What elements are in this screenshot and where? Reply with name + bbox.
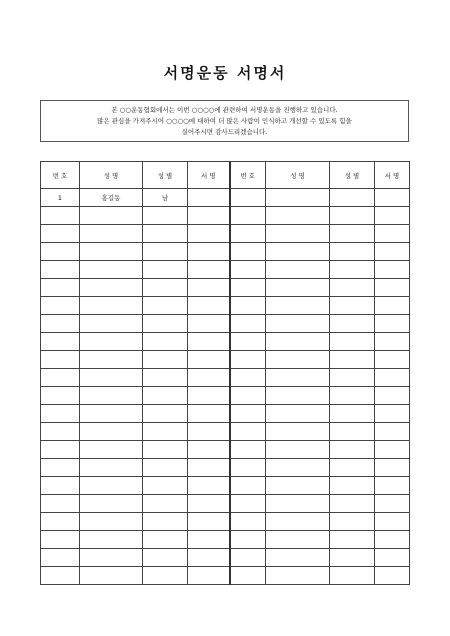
table-row xyxy=(41,495,410,513)
name-cell xyxy=(266,279,330,297)
name-cell xyxy=(266,261,330,279)
notice-box xyxy=(40,100,409,142)
name-cell xyxy=(266,531,330,549)
gender-cell xyxy=(330,477,375,495)
signature-cell[interactable] xyxy=(375,279,410,297)
signature-cell[interactable] xyxy=(375,531,410,549)
name-cell xyxy=(80,225,143,243)
number-cell xyxy=(230,387,266,405)
number-cell xyxy=(41,297,80,315)
gender-cell xyxy=(143,333,188,351)
signature-cell[interactable] xyxy=(375,567,410,585)
signature-cell[interactable] xyxy=(375,243,410,261)
gender-cell xyxy=(330,207,375,225)
gender-cell xyxy=(143,405,188,423)
number-cell xyxy=(230,261,266,279)
number-cell xyxy=(230,315,266,333)
name-cell xyxy=(266,225,330,243)
col-name-header: 성 명 xyxy=(80,162,143,189)
signature-cell[interactable] xyxy=(188,243,230,261)
name-cell xyxy=(266,405,330,423)
signature-cell[interactable] xyxy=(188,333,230,351)
col-gender-header: 성 별 xyxy=(143,162,188,189)
number-cell xyxy=(41,567,80,585)
table-row xyxy=(41,441,410,459)
signature-cell[interactable] xyxy=(188,477,230,495)
name-cell xyxy=(80,441,143,459)
gender-cell xyxy=(330,567,375,585)
col-gender-header: 성 별 xyxy=(330,162,375,189)
number-cell xyxy=(41,333,80,351)
gender-cell xyxy=(143,441,188,459)
signature-cell[interactable] xyxy=(188,441,230,459)
name-cell xyxy=(266,333,330,351)
name-cell xyxy=(266,243,330,261)
signature-cell[interactable] xyxy=(188,297,230,315)
signature-cell[interactable] xyxy=(188,225,230,243)
table-row xyxy=(41,477,410,495)
table-row xyxy=(41,189,410,207)
signature-cell[interactable] xyxy=(375,315,410,333)
gender-cell xyxy=(143,297,188,315)
gender-cell xyxy=(330,405,375,423)
name-cell xyxy=(80,297,143,315)
gender-cell xyxy=(330,351,375,369)
signature-cell[interactable] xyxy=(188,387,230,405)
gender-cell xyxy=(143,243,188,261)
number-cell xyxy=(41,261,80,279)
number-cell xyxy=(230,495,266,513)
table-row xyxy=(41,387,410,405)
table-row xyxy=(41,405,410,423)
name-cell xyxy=(80,333,143,351)
signature-cell[interactable] xyxy=(188,531,230,549)
number-cell xyxy=(41,279,80,297)
number-cell xyxy=(230,369,266,387)
table-row xyxy=(41,207,410,225)
number-cell xyxy=(230,207,266,225)
gender-cell xyxy=(143,207,188,225)
number-cell xyxy=(230,477,266,495)
signature-cell[interactable] xyxy=(188,495,230,513)
signature-cell[interactable] xyxy=(375,351,410,369)
col-signature-header: 서 명 xyxy=(375,162,410,189)
gender-cell xyxy=(330,369,375,387)
signature-table xyxy=(40,161,410,585)
signature-cell[interactable] xyxy=(375,459,410,477)
number-cell xyxy=(41,207,80,225)
name-cell xyxy=(80,531,143,549)
number-cell xyxy=(41,459,80,477)
signature-cell[interactable] xyxy=(188,207,230,225)
signature-cell[interactable] xyxy=(375,423,410,441)
table-row xyxy=(41,423,410,441)
gender-cell xyxy=(330,261,375,279)
number-cell xyxy=(230,351,266,369)
signature-cell[interactable] xyxy=(375,189,410,207)
signature-cell[interactable] xyxy=(375,225,410,243)
number-cell xyxy=(230,405,266,423)
name-cell xyxy=(266,351,330,369)
signature-cell[interactable] xyxy=(375,549,410,567)
gender-cell xyxy=(143,459,188,477)
notice-line: 실어주시면 감사드리겠습니다. xyxy=(181,128,268,136)
number-cell xyxy=(230,531,266,549)
number-cell xyxy=(230,549,266,567)
number-cell xyxy=(41,531,80,549)
gender-cell xyxy=(330,189,375,207)
signature-cell[interactable] xyxy=(375,261,410,279)
number-cell xyxy=(230,225,266,243)
notice-line: 많은 관심을 가져주시어 ○○○○에 대하여 더 많은 사람이 인식하고 개선할 수 있도록 힘을 xyxy=(97,117,352,125)
document-title: 서명운동 서명서 xyxy=(163,64,287,82)
gender-cell xyxy=(143,261,188,279)
signature-cell[interactable] xyxy=(188,189,230,207)
number-cell xyxy=(230,513,266,531)
number-cell xyxy=(230,441,266,459)
table-row xyxy=(41,243,410,261)
signature-cell[interactable] xyxy=(375,495,410,513)
name-cell xyxy=(80,261,143,279)
gender-cell xyxy=(143,225,188,243)
gender-cell xyxy=(143,279,188,297)
gender-cell xyxy=(330,279,375,297)
name-cell: 홍길동 xyxy=(80,189,143,207)
number-cell xyxy=(41,477,80,495)
notice-line: 본 ○○운동협회에서는 이번 ○○○○에 관련하여 서명운동을 진행하고 있습니다. xyxy=(111,106,338,114)
signature-cell[interactable] xyxy=(375,513,410,531)
name-cell xyxy=(80,423,143,441)
name-cell xyxy=(266,423,330,441)
gender-cell xyxy=(143,423,188,441)
name-cell xyxy=(80,405,143,423)
signature-cell[interactable] xyxy=(188,459,230,477)
number-cell xyxy=(41,369,80,387)
gender-cell xyxy=(143,351,188,369)
gender-cell xyxy=(330,243,375,261)
name-cell xyxy=(80,351,143,369)
name-cell xyxy=(266,513,330,531)
table-row xyxy=(41,531,410,549)
table-row xyxy=(41,279,410,297)
signature-cell[interactable] xyxy=(188,369,230,387)
gender-cell xyxy=(330,315,375,333)
gender-cell xyxy=(143,477,188,495)
signature-cell[interactable] xyxy=(188,351,230,369)
signature-cell[interactable] xyxy=(188,423,230,441)
gender-cell: 남 xyxy=(143,189,188,207)
number-cell xyxy=(41,441,80,459)
signature-cell[interactable] xyxy=(188,405,230,423)
number-cell xyxy=(230,459,266,477)
name-cell xyxy=(80,459,143,477)
name-cell xyxy=(80,243,143,261)
name-cell xyxy=(80,369,143,387)
name-cell xyxy=(266,549,330,567)
gender-cell xyxy=(143,387,188,405)
col-name-header: 성 명 xyxy=(266,162,330,189)
number-cell xyxy=(41,315,80,333)
number-cell xyxy=(41,387,80,405)
gender-cell xyxy=(143,567,188,585)
table-body xyxy=(41,189,410,585)
table-row xyxy=(41,261,410,279)
gender-cell xyxy=(330,387,375,405)
table-row xyxy=(41,297,410,315)
signature-cell[interactable] xyxy=(375,207,410,225)
table-row xyxy=(41,459,410,477)
gender-cell xyxy=(143,495,188,513)
name-cell xyxy=(266,387,330,405)
number-cell: 1 xyxy=(41,189,80,207)
gender-cell xyxy=(330,513,375,531)
table-row xyxy=(41,351,410,369)
gender-cell xyxy=(330,441,375,459)
number-cell xyxy=(230,567,266,585)
col-number-header: 번 호 xyxy=(230,162,266,189)
number-cell xyxy=(41,351,80,369)
name-cell xyxy=(266,495,330,513)
name-cell xyxy=(80,477,143,495)
gender-cell xyxy=(143,513,188,531)
name-cell xyxy=(80,315,143,333)
name-cell xyxy=(266,189,330,207)
signature-cell[interactable] xyxy=(188,549,230,567)
name-cell xyxy=(80,513,143,531)
number-cell xyxy=(41,423,80,441)
gender-cell xyxy=(330,423,375,441)
signature-cell[interactable] xyxy=(375,405,410,423)
table-row xyxy=(41,225,410,243)
name-cell xyxy=(266,459,330,477)
gender-cell xyxy=(330,333,375,351)
gender-cell xyxy=(330,549,375,567)
number-cell xyxy=(230,189,266,207)
table-header-row xyxy=(41,162,410,189)
signature-cell[interactable] xyxy=(188,513,230,531)
signature-cell[interactable] xyxy=(188,567,230,585)
signature-cell[interactable] xyxy=(375,477,410,495)
number-cell xyxy=(230,279,266,297)
gender-cell xyxy=(143,549,188,567)
gender-cell xyxy=(330,495,375,513)
gender-cell xyxy=(330,531,375,549)
name-cell xyxy=(266,567,330,585)
table-row xyxy=(41,369,410,387)
signature-cell[interactable] xyxy=(375,387,410,405)
number-cell xyxy=(230,243,266,261)
number-cell xyxy=(41,405,80,423)
name-cell xyxy=(80,567,143,585)
name-cell xyxy=(266,315,330,333)
gender-cell xyxy=(143,315,188,333)
signature-cell[interactable] xyxy=(188,315,230,333)
name-cell xyxy=(80,387,143,405)
gender-cell xyxy=(330,459,375,477)
signature-cell[interactable] xyxy=(188,261,230,279)
number-cell xyxy=(230,333,266,351)
number-cell xyxy=(41,549,80,567)
number-cell xyxy=(41,225,80,243)
table-row xyxy=(41,513,410,531)
table-row xyxy=(41,567,410,585)
number-cell xyxy=(41,513,80,531)
gender-cell xyxy=(330,225,375,243)
col-signature-header: 서 명 xyxy=(188,162,230,189)
number-cell xyxy=(230,423,266,441)
gender-cell xyxy=(143,369,188,387)
gender-cell xyxy=(330,297,375,315)
number-cell xyxy=(230,297,266,315)
number-cell xyxy=(41,243,80,261)
gender-cell xyxy=(143,531,188,549)
table-row xyxy=(41,549,410,567)
name-cell xyxy=(266,207,330,225)
signature-cell[interactable] xyxy=(375,369,410,387)
col-number-header: 번 호 xyxy=(41,162,80,189)
signature-cell[interactable] xyxy=(375,441,410,459)
name-cell xyxy=(266,441,330,459)
signature-cell[interactable] xyxy=(188,279,230,297)
table-row xyxy=(41,315,410,333)
signature-cell[interactable] xyxy=(375,333,410,351)
name-cell xyxy=(80,279,143,297)
name-cell xyxy=(266,369,330,387)
number-cell xyxy=(41,495,80,513)
name-cell xyxy=(266,297,330,315)
name-cell xyxy=(80,549,143,567)
signature-cell[interactable] xyxy=(375,297,410,315)
name-cell xyxy=(266,477,330,495)
table-row xyxy=(41,333,410,351)
name-cell xyxy=(80,495,143,513)
name-cell xyxy=(80,207,143,225)
